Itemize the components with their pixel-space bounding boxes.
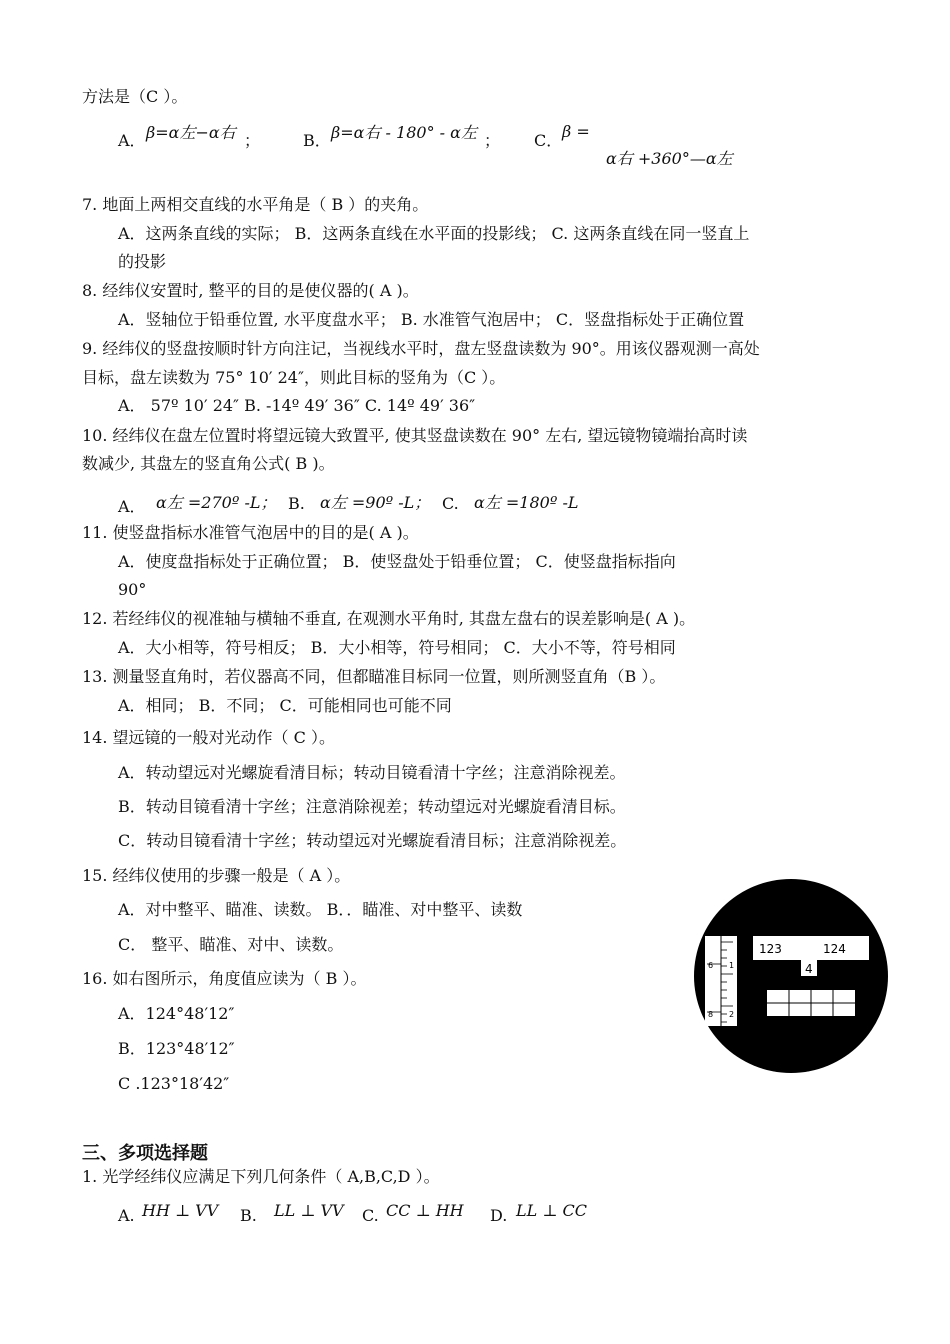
q12-stem: 12. 若经纬仪的视准轴与横轴不垂直, 在观测水平角时, 其盘左盘右的误差影响是( A )。	[82, 609, 696, 628]
q8-stem: 8. 经纬仪安置时, 整平的目的是使仪器的( A )。	[82, 281, 419, 300]
multi-q1-option-a: HH ⊥ VV	[142, 1201, 219, 1220]
multi-q1-stem: 1. 光学经纬仪应满足下列几何条件（ A,B,C,D ）。	[82, 1167, 440, 1186]
q10-option-b-formula: α左 =90º -L；	[320, 493, 431, 512]
multi-q1-option-b: LL ⊥ VV	[274, 1201, 344, 1220]
q6-option-a-end: ；	[244, 131, 261, 150]
q10-stem-1: 10. 经纬仪在盘左位置时将望远镜大致置平, 使其竖盘读数在 90° 左右, 望远镜物镜端抬高时读	[82, 426, 748, 445]
q12-options: A．大小相等，符号相反； B．大小相等，符号相同； C．大小不等，符号相同	[118, 638, 676, 657]
q16-stem: 16. 如右图所示，角度值应读为（ B ）。	[82, 969, 367, 988]
q10-option-c-label: C.	[442, 494, 459, 513]
q16-option-a: A．124°48′12″	[118, 1004, 235, 1023]
q10-option-c-formula: α左 =180º -L	[474, 493, 579, 512]
q14-option-a: A．转动望远对光螺旋看清目标；转动目镜看清十字丝；注意消除视差。	[118, 763, 626, 782]
q14-option-b: B．转动目镜看清十字丝；注意消除视差；转动望远对光螺旋看清目标。	[118, 797, 626, 816]
q11-options-cont: 90°	[118, 580, 147, 599]
q6-tail: 方法是（C ）。	[82, 87, 188, 106]
q7-options: A．这两条直线的实际； B．这两条直线在水平面的投影线； C. 这两条直线在同一竖直上	[118, 224, 750, 243]
q16-option-c: C .123°18′42″	[118, 1074, 230, 1093]
q10-option-b-label: B.	[288, 494, 305, 513]
q15-stem: 15. 经纬仪使用的步骤一般是（ A ）。	[82, 866, 351, 885]
q9-options: A． 57º 10′ 24″ B. -14º 49′ 36″ C. 14º 49′ 36″	[118, 396, 476, 415]
q13-options: A．相同； B．不同； C．可能相同也可能不同	[118, 696, 452, 715]
q10-stem-2: 数减少, 其盘左的竖直角公式( B )。	[82, 454, 335, 473]
multi-q1-option-b-label: B.	[240, 1206, 257, 1225]
q7-stem: 7. 地面上两相交直线的水平角是（ B ）的夹角。	[82, 195, 429, 214]
q16-option-b: B．123°48′12″	[118, 1039, 235, 1058]
reading-label-left: 123	[759, 942, 782, 956]
theodolite-reading-dial	[693, 878, 889, 1074]
center-index-label: 4	[805, 962, 813, 976]
multi-q1-option-a-label: A.	[118, 1206, 135, 1225]
q9-stem-1: 9. 经纬仪的竖盘按顺时针方向注记，当视线水平时，盘左竖盘读数为 90°。用该仪器观测一高处	[82, 339, 760, 358]
multi-q1-option-c-label: C.	[362, 1206, 379, 1225]
reading-label-right: 124	[823, 942, 846, 956]
q10-option-a-label: A．	[118, 497, 146, 516]
scale-label-bottom-left: 8	[708, 1010, 714, 1019]
q6-option-a-formula: β=α左−α右	[146, 123, 236, 142]
q6-option-c-formula-1: β =	[562, 122, 590, 141]
q6-option-c-label: C．	[534, 131, 563, 150]
q7-options-cont: 的投影	[118, 252, 167, 271]
multi-q1-option-c: CC ⊥ HH	[386, 1201, 464, 1220]
scale-label-top-right: 1	[729, 961, 735, 970]
q11-options: A．使度盘指标处于正确位置； B．使竖盘处于铅垂位置； C．使竖盘指标指向	[118, 552, 676, 571]
scale-label-top-left: 6	[708, 961, 714, 970]
q6-option-b-formula: β=α右 - 180° - α左	[331, 123, 477, 142]
q15-option-c: C． 整平、瞄准、对中、读数。	[118, 935, 344, 954]
q6-option-b-end: ；	[484, 131, 501, 150]
q6-option-c-formula-2: α右 +360°—α左	[606, 149, 733, 168]
q13-stem: 13. 测量竖直角时，若仪器高不同，但都瞄准目标同一位置，则所测竖直角（B ）。	[82, 667, 666, 686]
q9-stem-2: 目标，盘左读数为 75° 10′ 24″，则此目标的竖角为（C ）。	[82, 368, 506, 387]
multi-q1-option-d-label: D.	[490, 1206, 508, 1225]
q10-option-a-formula: α左 =270º -L；	[156, 493, 277, 512]
q14-option-c: C．转动目镜看清十字丝；转动望远对光螺旋看清目标；注意消除视差。	[118, 831, 627, 850]
q14-stem: 14. 望远镜的一般对光动作（ C ）。	[82, 728, 335, 747]
q8-options: A．竖轴位于铅垂位置, 水平度盘水平； B. 水准管气泡居中； C．竖盘指标处于正确位置	[118, 310, 745, 329]
q15-option-ab: A．对中整平、瞄准、读数。 B．．瞄准、对中整平、读数	[118, 900, 523, 919]
scale-label-bottom-right: 2	[729, 1010, 735, 1019]
q11-stem: 11. 使竖盘指标水准管气泡居中的目的是( A )。	[82, 523, 419, 542]
multi-q1-option-d: LL ⊥ CC	[516, 1201, 587, 1220]
q6-option-b-label: B．	[303, 131, 331, 150]
section-heading: 三、多项选择题	[82, 1143, 208, 1164]
q6-option-a-label: A．	[118, 131, 146, 150]
